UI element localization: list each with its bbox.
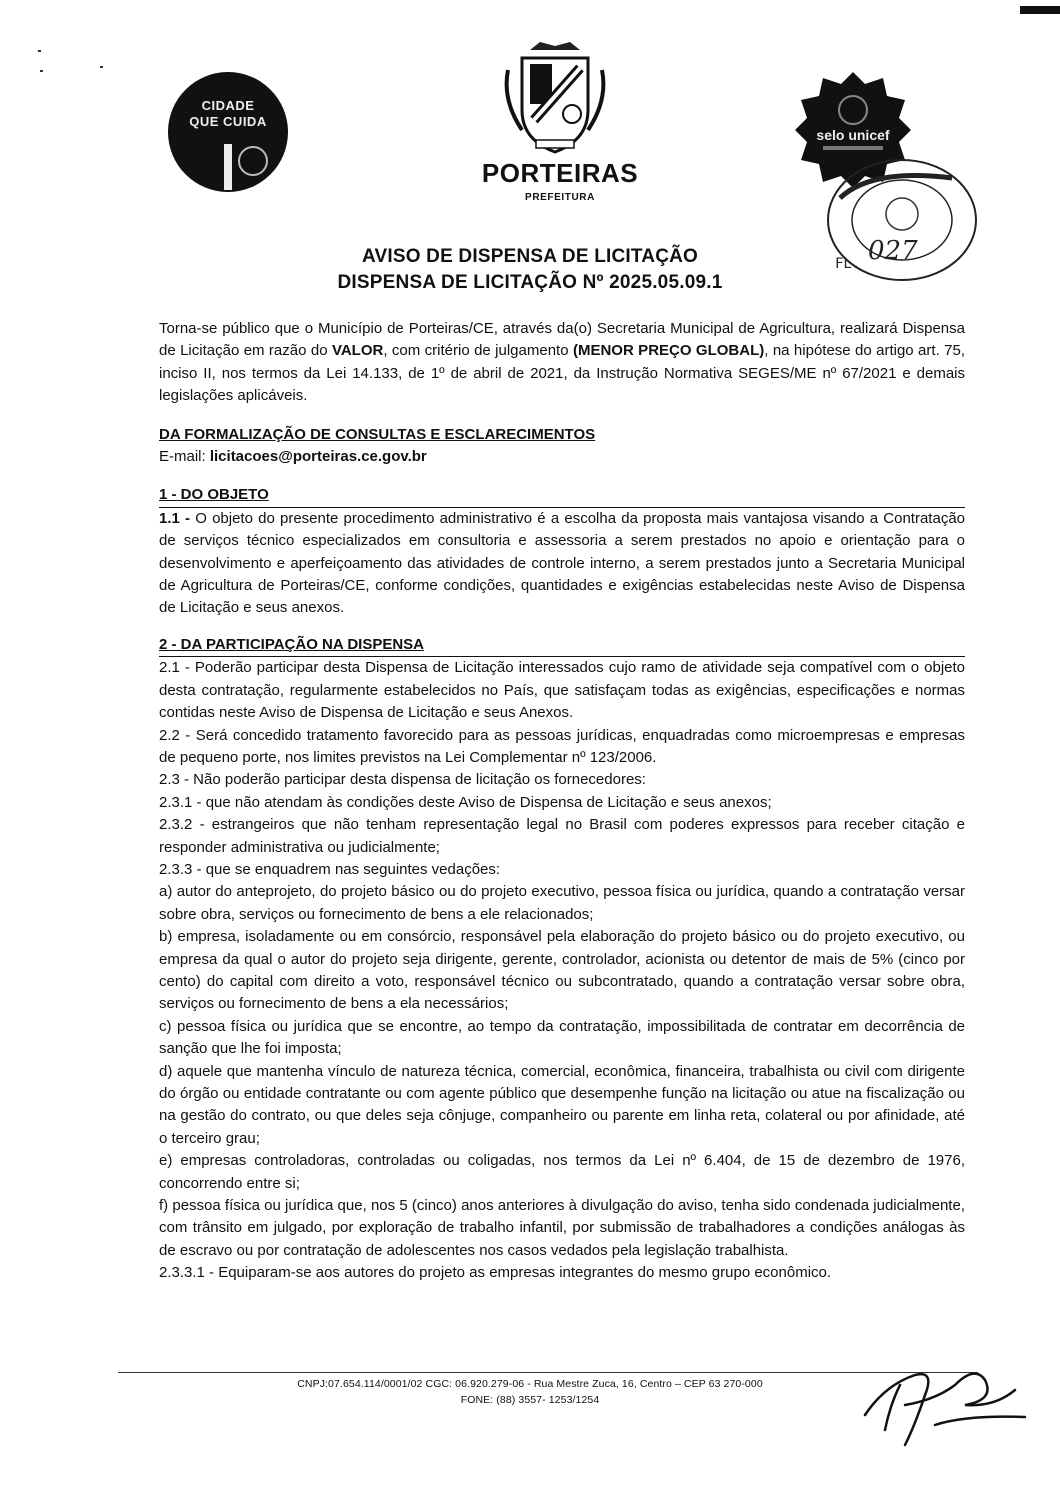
objeto-number: 1.1 - — [159, 509, 196, 527]
clause: d) aquele que mantenha vínculo de natureza técnica, comercial, econômica, financeira, trabalhista ou civil com dirigente do órgão ou entidade contratante ou com agente público que desempenhe função na licitação ou atue na fiscalização ou na gestão do contrato, ou que deles seja cônjuge, companheiro ou parente em linha reta, colateral ou por afinidade, até o terceiro grau; — [159, 1062, 965, 1147]
clause: e) empresas controladoras, controladas ou coligadas, nos termos da Lei nº 6.404, de 15 de dezembro de 1976, concorrendo entre si; — [159, 1152, 965, 1192]
intro-bold-valor: VALOR — [331, 342, 384, 360]
scan-speck — [40, 70, 43, 72]
intro-text: , na hipótese do artigo art. 75, inciso II, nos termos da Lei 14.133, de 1º de abril de 2021, da Instrução Normativa SEGES/ME nº 67/2021 e demais legislações aplicáveis. — [159, 342, 965, 405]
scan-speck — [38, 50, 41, 52]
clause: 2.3 - Não poderão participar desta dispensa de licitação os fornecedores: — [159, 771, 646, 789]
brand-name: PORTEIRAS — [481, 158, 639, 188]
email-line — [159, 446, 965, 468]
stamp-fl-label: FL. — [835, 256, 861, 272]
clause: 2.3.2 - estrangeiros que não tenham representação legal no Brasil com poderes expressos para receber citação e responder administrativa ou judicialmente; — [159, 816, 965, 856]
section-heading-consultas: DA FORMALIZAÇÃO DE CONSULTAS E ESCLARECIMENTOS — [159, 425, 596, 443]
logo-bar — [224, 144, 232, 190]
logo-ring — [238, 146, 268, 176]
footer-phone: FONE: (88) 3557- 1253/1254 — [460, 1394, 600, 1406]
section-heading-objeto — [159, 484, 965, 507]
intro-text: , com critério de julgamento — [383, 342, 573, 360]
intro-paragraph — [159, 318, 965, 408]
clause: a) autor do anteprojeto, do projeto básico ou do projeto executivo, pessoa física ou jurídica, quando a contratação versar sobre obra, serviços ou fornecimento de bens a ele relacionados; — [159, 883, 965, 923]
clause: 2.1 - Poderão participar desta Dispensa de Licitação interessados cujo ramo de atividade seja compatível com o objeto desta contratação, regularmente estabelecidos no País, que satisfaçam todas as exigências, especificações e normas contidas neste Aviso de Dispensa de Licitação e seus Anexos. — [159, 659, 965, 722]
footer-address: CNPJ:07.654.114/0001/02 CGC: 06.920.279-06 - Rua Mestre Zuca, 16, Centro – CEP 63 270-000 — [297, 1378, 763, 1390]
intro-text: Torna-se público que o Município de Porteiras/CE, através da(o) Secretaria Municipal de Agricultura, realizará Dispensa de Licitação em razão do — [159, 320, 965, 360]
objeto-text: O objeto do presente procedimento administrativo é a escolha da proposta mais vantajosa visando a Contratação de serviços técnico especializados em consultoria e assessoria a serem prestados no apoio e orientação para o desenvolvimento e aperfeiçoamento das atividades de controle interno, a serem prestados junto a Secretaria Municipal de Agricultura de Porteiras/CE, conforme condições, quantidades e exigências estabelecidas neste Aviso de Dispensa de Licitação e seus anexos. — [159, 509, 965, 617]
clause: 2.3.1 - que não atendam às condições deste Aviso de Dispensa de Licitação e seus anexos; — [159, 793, 772, 811]
section-heading-participacao — [159, 634, 965, 657]
logo-line2: QUE CUIDA — [189, 114, 267, 129]
document-body — [159, 318, 965, 1285]
document-number: DISPENSA DE LICITAÇÃO Nº 2025.05.09.1 — [337, 272, 723, 293]
participacao-heading-text: 2 - DA PARTICIPAÇÃO NA DISPENSA — [159, 635, 425, 653]
brand-subtitle: PREFEITURA — [525, 192, 595, 203]
clause: 2.3.3.1 - Equiparam-se aos autores do projeto as empresas integrantes do mesmo grupo econômico. — [159, 1264, 832, 1282]
clause: 2.2 - Será concedido tratamento favorecido para as pessoas jurídicas, enquadradas como microempresas e empresas de pequeno porte, nos limites previstos na Lei Complementar nº 123/2006. — [159, 726, 965, 766]
objeto-heading-text: 1 - DO OBJETO — [159, 486, 269, 504]
porteiras-crest-icon — [500, 40, 610, 160]
objeto-paragraph — [159, 508, 965, 620]
clause: b) empresa, isoladamente ou em consórcio, responsável pela elaboração do projeto básico ou do projeto executivo, ou empresa da qual o autor do projeto seja dirigente, gerente, controlador, acionista ou detentor de mais de 5% (cinco por cento) do capital com direito a voto, responsável técnico ou subcontratado, quando a contratação versar sobre obra, serviços ou fornecimento de bens a ela necessários; — [159, 928, 965, 1013]
logo-line1: CIDADE — [201, 98, 255, 113]
scan-mark — [1020, 6, 1060, 14]
scan-speck — [100, 66, 103, 68]
signature-icon — [845, 1345, 1035, 1455]
stamp-page-number: 027 — [868, 236, 918, 266]
clause: c) pessoa física ou jurídica que se encontre, ao tempo da contratação, impossibilitada de contratar em decorrência de sanção que lhe foi imposta; — [159, 1017, 965, 1058]
clause: 2.3.3 - que se enquadrem nas seguintes vedações: — [159, 860, 501, 878]
intro-bold-criterio: (MENOR PREÇO GLOBAL) — [572, 342, 765, 360]
email-label: E-mail: — [159, 448, 210, 466]
email-address: licitacoes@porteiras.ce.gov.br — [209, 448, 427, 466]
seal-text: selo unicef — [816, 127, 890, 143]
document-title: AVISO DE DISPENSA DE LICITAÇÃO — [361, 246, 699, 267]
cidade-que-cuida-logo — [168, 72, 288, 192]
clause: f) pessoa física ou jurídica que, nos 5 (cinco) anos anteriores à divulgação do aviso, tenha sido condenada judicialmente, com trânsito em julgado, por exploração de trabalho infantil, por submissão de trabalhadores a condições análogas às de escravo ou por contratação de adolescentes nos casos vedados pela legislação trabalhista. — [159, 1197, 965, 1259]
